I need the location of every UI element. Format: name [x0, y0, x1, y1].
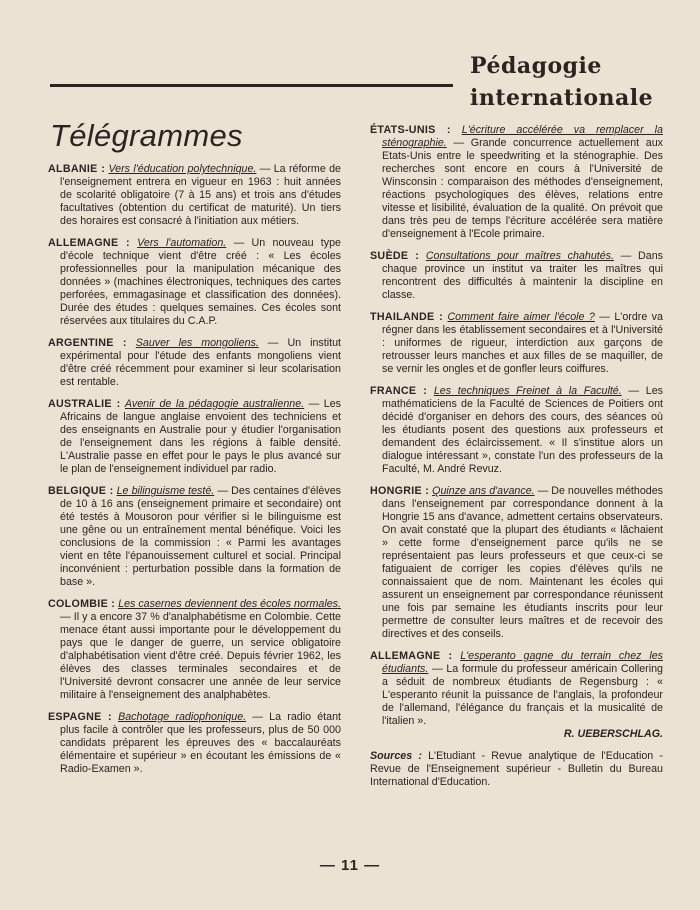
entry-text: — Un nouveau type d'école technique vient d'être créé : « Les écoles professionnelles pour la manipulation mécanique des données » (machines électroniques, techniques des cartes perforées, emmagasinage et classification des données). Durée des études : quelques semaines. Ces écoles sont réservées aux titulaires du C.A.P. — [60, 237, 342, 327]
telegram-entry — [48, 598, 341, 702]
entry-text: — La formule du professeur américain Collering a séduit de nombreux étudiants de Regensburg : « L'esperanto réunit la puissance de l'anglais, la profondeur de l'allemand, l'élégance du français et la musicalité de l'italien ». — [382, 663, 663, 727]
entry-subject: Vers l'éducation polytechnique. — [108, 163, 257, 175]
country-label: ALLEMAGNE : — [370, 650, 453, 662]
country-label: COLOMBIE : — [48, 598, 116, 610]
country-label: HONGRIE : — [370, 485, 430, 497]
country-label: BELGIQUE : — [48, 485, 114, 497]
country-label: ALLEMAGNE : — [48, 237, 130, 249]
left-column — [48, 163, 341, 785]
telegram-entry — [370, 485, 663, 641]
entry-subject: Les casernes deviennent des écoles normales. — [118, 598, 341, 610]
sources-text: L'Etudiant - Revue analytique de l'Education - Revue de l'Enseignement supérieur - Bulletin du Bureau International d'Education. — [370, 750, 663, 788]
entry-subject: Avenir de la pédagogie australienne. — [124, 398, 305, 410]
entry-text: — La radio étant plus facile à contrôler que les professeurs, plus de 50 000 candidats préparent les épreuves des « baccalauréats élémentaire et supérieur » en écoutant les émissions de « Radio-Examen ». — [60, 711, 341, 775]
entry-text: — Des centaines d'élèves de 10 à 16 ans (enseignement primaire et secondaire) ont été testés à Mousoron pour vérifier si le bilinguisme est une gêne ou un entraînement mental bénéfique. Voici les conclusions de la commission : « Parmi les avantages vient en tête l'épanouissement culturel et social. Principal inconvénient : perturbation possible dans la formation de base ». — [60, 485, 341, 588]
page-headline: Télégrammes — [50, 118, 243, 153]
entry-subject: Vers l'automation. — [137, 237, 227, 249]
telegram-entry — [48, 237, 341, 328]
telegram-entry — [48, 711, 341, 776]
telegram-entry — [370, 650, 663, 728]
entry-text: — De nouvelles méthodes dans l'enseignement par correspondance donnent à la Hongrie 15 ans d'avance, admettent certains observateurs. On avait constaté que la plupart des étudiants « lâchaient » cette forme d'enseignement parce qu'ils ne se représentaient pas leurs professeurs et que ceux-ci se fatiguaient de corriger les copies d'élèves qu'ils ne connaissaient que de nom. Maintenant les écoles qui assurent un enseignement par correspondance réunissent une fois par semaine les étudiants inscrits pour leur permettre de consulter leurs maîtres et de recevoir des directives et des conseils. — [382, 485, 663, 640]
telegram-entry — [48, 337, 341, 389]
entry-text: — Les Africains de langue anglaise envoient des techniciens et des enseignants en Australie pour y étudier l'organisation de l'enseignement dans les régions à faible densité. L'Australie passe en effet pour le pays le plus avancé sur le plan de l'enseignement individuel par radio. — [60, 398, 341, 475]
sources-note — [370, 750, 663, 789]
entry-subject: L'esperanto gagne du terrain chez les étudiants. — [382, 650, 663, 675]
page-number: — 11 — — [319, 857, 381, 874]
sources-label: Sources : — [370, 750, 422, 762]
entry-subject: Quinze ans d'avance. — [432, 485, 535, 497]
country-label: ESPAGNE : — [48, 711, 112, 723]
country-label: THAILANDE : — [370, 311, 444, 323]
country-label: SUÈDE : — [370, 250, 420, 262]
telegram-entry — [370, 385, 663, 476]
telegram-entry — [370, 250, 663, 302]
entry-text: — Grande concurrence actuellement aux Etats-Unis entre le speedwriting et la sténographie. Des recherches sont encore en cours à l'Université de Winsconsin : comparaison des méthodes d'enseignement, réactions psychologiques des élèves, relations entre vitesse et lisibilité, évaluation de la qualité. On prévoit que dans très peu de temps l'écriture accélérée sera matière d'enseignement à l'Ecole primaire. — [382, 137, 663, 240]
entry-text: — Il y a encore 37 % d'analphabétisme en Colombie. Cette menace étant aussi importante pour le développement du pays que le danger de guerre, un service obligatoire d'alphabétisation vient d'être créé. Depuis février 1962, les élèves des classes terminales secondaires et de l'Université devront consacrer une année de leur service militaire à l'enseignement des analphabètes. — [60, 611, 341, 701]
entry-subject: Comment faire aimer l'école ? — [447, 311, 595, 323]
entry-subject: Les techniques Freinet à la Faculté. — [433, 385, 622, 397]
entry-text: — Dans chaque province un institut va traiter les maîtres qui rencontrent des difficultés à maintenir la discipline en classe. — [382, 250, 663, 301]
country-label: ÉTATS-UNIS : — [370, 124, 451, 136]
country-label: ARGENTINE : — [48, 337, 127, 349]
entry-text: — L'ordre va régner dans les établissement secondaires et à l'Université : uniformes de rigueur, interdiction aux garçons de retrousser leurs manches et aux filles de se maquiller, de se vernir les ongles et de gonfler leurs coiffures. — [382, 311, 663, 375]
telegram-entry — [48, 398, 341, 476]
header-rule — [50, 84, 453, 87]
country-label: AUSTRALIE : — [48, 398, 121, 410]
entry-subject: Sauver les mongoliens. — [135, 337, 259, 349]
country-label: FRANCE : — [370, 385, 428, 397]
entry-subject: L'écriture accélérée va remplacer la sténographie. — [382, 124, 663, 149]
telegram-entry — [370, 311, 663, 376]
author-signature: R. UEBERSCHLAG. — [563, 728, 663, 740]
right-column — [370, 124, 663, 798]
telegram-entry — [370, 124, 663, 241]
entry-subject: Bachotage radiophonique. — [118, 711, 247, 723]
entry-text: — Les mathématiciens de la Faculté de Sciences de Poitiers ont décidé d'organiser en dehors des cours, des séances où les étudiants posent des questions aux professeurs et demandent des éclaircissement. « Il s'institue alors un dialogue intéressant », constate l'un des professeurs de la Faculté, M. André Revuz. — [382, 385, 663, 475]
entry-text: — La réforme de l'enseignement entrera en vigueur en 1963 : huit années de scolarité obligatoire (7 à 15 ans) et trois ans d'études facultatives (obtention du certificat de maturité). Un tiers des horaires est consacré à l'initiation aux métiers. — [60, 163, 341, 227]
entry-subject: Le bilinguisme testé. — [116, 485, 215, 497]
telegram-entry — [48, 485, 341, 589]
section-title: Pédagogie internationale — [470, 53, 654, 111]
telegram-entry — [48, 163, 341, 228]
entry-text: — Un institut expérimental pour l'étude des enfants mongoliens vient d'être créé récemment pour examiner si leur scolarisation est rentable. — [60, 337, 341, 388]
entry-subject: Consultations pour maîtres chahutés. — [425, 250, 614, 262]
country-label: ALBANIE : — [48, 163, 106, 175]
